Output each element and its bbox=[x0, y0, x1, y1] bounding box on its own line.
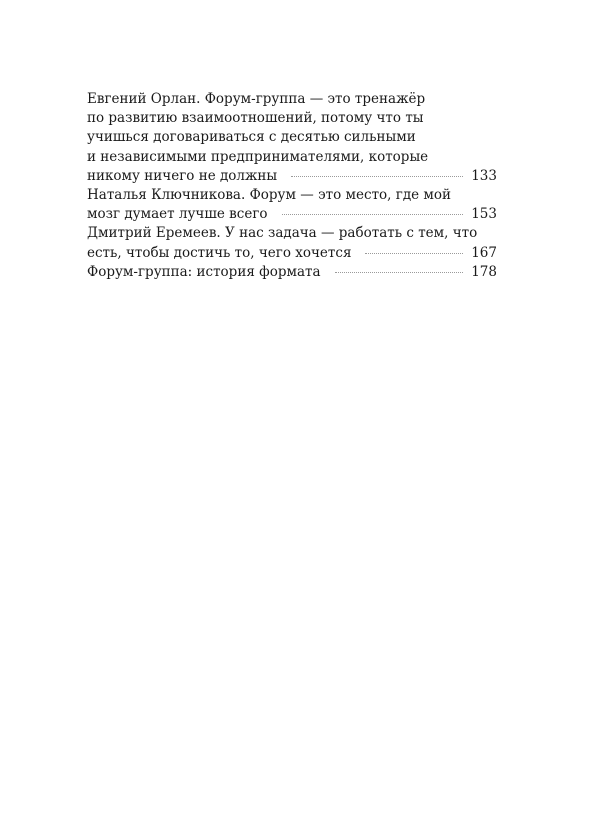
toc-entry-line: есть, чтобы достичь то, чего хочется bbox=[87, 244, 352, 261]
toc-entry-line: никому ничего не должны bbox=[87, 167, 278, 184]
toc-entry-line: Дмитрий Еремеев. У нас задача — работать с тем, что bbox=[87, 225, 478, 242]
dot-leader bbox=[365, 253, 463, 254]
dot-leader bbox=[335, 272, 464, 273]
page-number: 167 bbox=[471, 244, 497, 261]
toc-entry-line: Форум-группа: история формата bbox=[87, 263, 321, 280]
toc-entry-line: по развитию взаимоотношений, потому что ты bbox=[87, 110, 424, 127]
page-number: 133 bbox=[471, 167, 497, 184]
toc-entry-orlan[interactable] bbox=[87, 90, 497, 186]
toc-entry-eremeev[interactable] bbox=[87, 224, 497, 262]
toc-entry-klyuchnikova[interactable] bbox=[87, 186, 497, 224]
dot-leader bbox=[282, 214, 464, 215]
page-number: 178 bbox=[471, 263, 497, 280]
toc-entry-last-line bbox=[87, 244, 497, 263]
toc-entry-line: мозг думает лучше всего bbox=[87, 206, 268, 223]
toc-entry-line: и независимыми предпринимателями, которые bbox=[87, 148, 429, 165]
toc-entry-last-line bbox=[87, 205, 497, 224]
toc-entry-format-history[interactable] bbox=[87, 263, 497, 282]
table-of-contents bbox=[87, 90, 497, 282]
toc-entry-last-line bbox=[87, 263, 497, 282]
toc-entry-last-line bbox=[87, 167, 497, 186]
page-number: 153 bbox=[471, 206, 497, 223]
toc-entry-line: Наталья Ключникова. Форум — это место, где мой bbox=[87, 187, 452, 204]
toc-entry-line: Евгений Орлан. Форум-группа — это тренажёр bbox=[87, 91, 426, 107]
dot-leader bbox=[291, 176, 463, 177]
toc-entry-line: учишься договариваться с десятью сильными bbox=[87, 129, 416, 146]
